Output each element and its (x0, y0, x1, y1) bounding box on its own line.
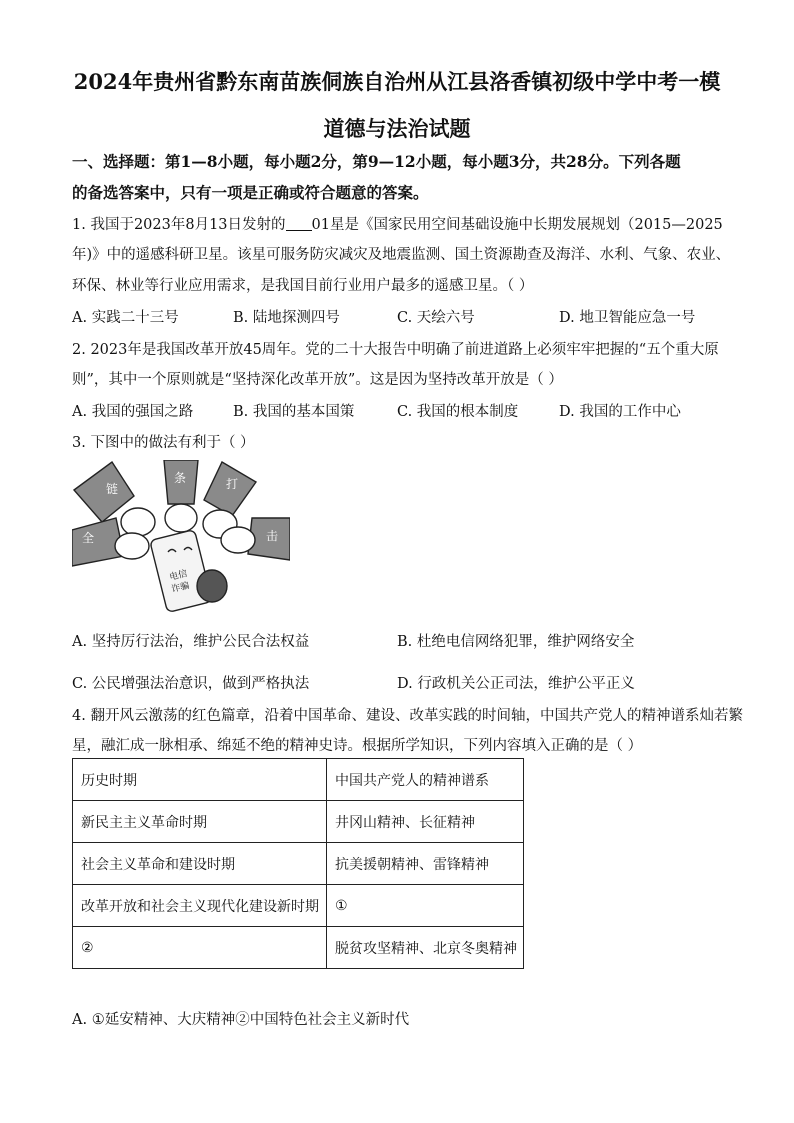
answer-blank (286, 216, 312, 231)
exam-subtitle: 道德与法治试题 (323, 116, 471, 141)
q3-line1: 3. 下图中的做法有利于（ ） (72, 435, 255, 451)
section-heading: 一、选择题：第1—8小题，每小题2分，第9—12小题，每小题3分，共28分。下列各题 (72, 152, 681, 171)
q2-option-b: B. 我国的基本国策 (233, 404, 355, 420)
q1-line1: 1. 我国于2023年8月13日发射的 01星是《国家民用空间基础设施中长期发展规划（2015—2025 (72, 217, 723, 233)
figure-label-da: 打 (225, 477, 239, 491)
phone-label-zhapian: 诈骗 (170, 581, 191, 596)
fist-top-center (165, 504, 197, 532)
q1-option-c: C. 天绘六号 (397, 310, 475, 326)
q2-option-c: C. 我国的根本制度 (397, 404, 519, 420)
table-row (73, 927, 524, 969)
q1-option-b: B. 陆地探测四号 (233, 310, 340, 326)
q3-option-a: A. 坚持厉行法治，维护公民合法权益 (72, 634, 310, 650)
cartoon-fists-phone-figure (72, 460, 290, 620)
spirit-lineage-table (72, 758, 524, 969)
table-cell: 历史时期 (73, 759, 327, 801)
table-row (73, 885, 524, 927)
table-cell: 新民主主义革命时期 (73, 801, 327, 843)
q3-option-c: C. 公民增强法治意识，做到严格执法 (72, 676, 310, 692)
figure-label-lian: 链 (105, 482, 119, 496)
exam-title: 2024年贵州省黔东南苗族侗族自治州从江县洛香镇初级中学中考一模 (73, 69, 721, 94)
q3-option-b: B. 杜绝电信网络犯罪，维护网络安全 (397, 634, 635, 650)
q1-option-a: A. 实践二十三号 (72, 310, 179, 326)
phone-label-dianxin: 电信 (168, 569, 189, 584)
q4-line1: 4. 翻开风云激荡的红色篇章，沿着中国革命、建设、改革实践的时间轴，中国共产党人的精神谱系灿若繁 (72, 708, 743, 724)
figure-label-tiao: 条 (173, 471, 187, 485)
figure-label-ji: 击 (265, 529, 279, 543)
table-row (73, 801, 524, 843)
table-cell: ① (327, 885, 524, 927)
table-cell: 社会主义革命和建设时期 (73, 843, 327, 885)
table-row (73, 843, 524, 885)
fist-top-left (121, 508, 155, 536)
money-bag (197, 570, 227, 602)
q2-option-a: A. 我国的强国之路 (72, 404, 194, 420)
table-cell: 改革开放和社会主义现代化建设新时期 (73, 885, 327, 927)
q4-option-a: A. ①延安精神、大庆精神②中国特色社会主义新时代 (72, 1012, 410, 1028)
table-cell: 抗美援朝精神、雷锋精神 (327, 843, 524, 885)
q1-line2: 年)》中的遥感科研卫星。该星可服务防灾减灾及地震监测、国土资源勘查及海洋、水利、气象、农业、 (72, 247, 731, 263)
figure-label-quan: 全 (81, 531, 95, 545)
section-heading-cont: 的备选答案中，只有一项是正确或符合题意的答案。 (72, 183, 429, 202)
table-cell: ② (73, 927, 327, 969)
q4-line2: 星，融汇成一脉相承、绵延不绝的精神史诗。根据所学知识，下列内容填入正确的是（ ） (72, 738, 643, 754)
fist-right (221, 527, 255, 553)
table-cell: 中国共产党人的精神谱系 (327, 759, 524, 801)
q1-option-d: D. 地卫智能应急一号 (559, 310, 696, 326)
q3-option-d: D. 行政机关公正司法，维护公平正义 (397, 676, 635, 692)
q2-line1: 2. 2023年是我国改革开放45周年。党的二十大报告中明确了前进道路上必须牢牢把握的“五个重大原 (72, 342, 719, 358)
table-cell: 井冈山精神、长征精神 (327, 801, 524, 843)
q1-line3: 环保、林业等行业应用需求，是我国目前行业用户最多的遥感卫星。（ ） (72, 278, 534, 294)
table-row (73, 759, 524, 801)
table-cell: 脱贫攻坚精神、北京冬奥精神 (327, 927, 524, 969)
q2-option-d: D. 我国的工作中心 (559, 404, 681, 420)
q2-line2: 则”，其中一个原则就是“坚持深化改革开放”。这是因为坚持改革开放是（ ） (72, 372, 563, 388)
fist-left (115, 533, 149, 559)
